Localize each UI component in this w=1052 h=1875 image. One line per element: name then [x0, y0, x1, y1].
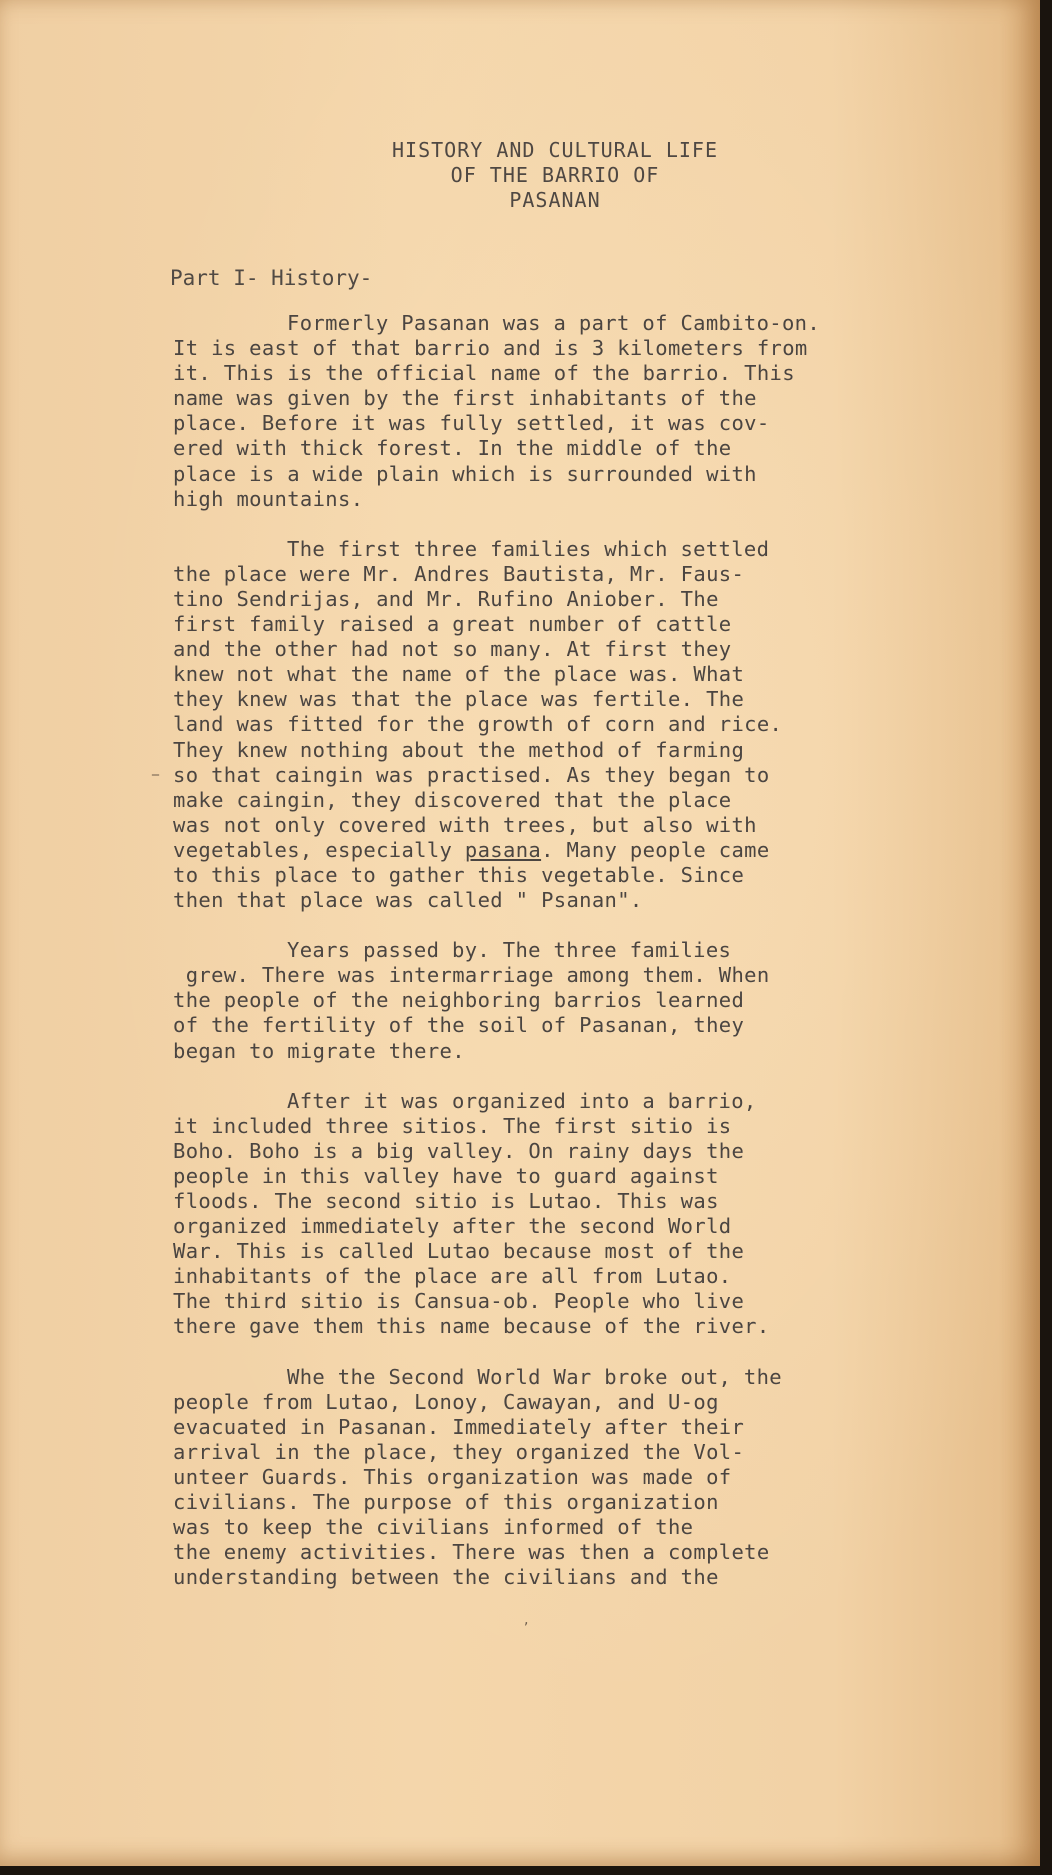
text-line: understanding between the civilians and the [173, 1565, 719, 1590]
text-line: Years passed by. The three families [287, 938, 732, 963]
text-line [173, 838, 1013, 863]
text-line: Whe the Second World War broke out, the [287, 1364, 782, 1389]
paragraph-2 [173, 537, 1013, 913]
text-line: place. Before it was fully settled, it was cov- [173, 411, 770, 436]
text-line: After it was organized into a barrio, [287, 1088, 757, 1113]
text-line: place is a wide plain which is surrounded with [173, 461, 757, 486]
text-line: It is east of that barrio and is 3 kilometers from [173, 336, 808, 361]
body-text [173, 311, 1013, 1615]
margin-dash-mark: _ [152, 760, 159, 776]
text-line: people from Lutao, Lonoy, Cawayan, and U-og [173, 1389, 719, 1414]
text-line: tino Sendrijas, and Mr. Rufino Aniober. The [173, 586, 719, 611]
text-line: organized immediately after the second World [173, 1214, 732, 1239]
text-line: grew. There was intermarriage among them. When [173, 963, 770, 988]
text-line: name was given by the first inhabitants of the [173, 386, 757, 411]
underlined-word-pasana: pasana [464, 837, 542, 862]
text-line: the place were Mr. Andres Bautista, Mr. Faus- [173, 561, 745, 586]
text-line: Formerly Pasanan was a part of Cambito-on. [287, 311, 821, 335]
text-line: The third sitio is Cansua-ob. People who live [173, 1289, 745, 1314]
text-line: make caingin, they discovered that the place [173, 787, 732, 812]
text-line: arrival in the place, they organized the Vol- [173, 1439, 745, 1464]
text-line: civilians. The purpose of this organization [173, 1490, 719, 1515]
text-line: land was fitted for the growth of corn and rice. [173, 712, 783, 737]
title-line-3: PASANAN [509, 188, 601, 212]
text-line: the enemy activities. There was then a complete [173, 1540, 770, 1565]
text-line: there gave them this name because of the river. [173, 1314, 770, 1339]
text-line: ered with thick forest. In the middle of the [173, 436, 732, 461]
text-line: it included three sitios. The first sitio is [173, 1113, 732, 1138]
document-title [0, 138, 1052, 213]
text-line: then that place was called " Psanan". [173, 888, 643, 913]
text-line: first family raised a great number of cattle [173, 612, 732, 637]
text-line: of the fertility of the soil of Pasanan, they [173, 1013, 745, 1038]
text-line: War. This is called Lutao because most of the [173, 1239, 745, 1264]
text-line: and the other had not so many. At first they [173, 637, 732, 662]
text-line: to this place to gather this vegetable. Since [173, 862, 745, 887]
paragraph-4 [173, 1089, 1013, 1340]
text-line: it. This is the official name of the barrio. This [173, 361, 795, 386]
text-line: unteer Guards. This organization was made of [173, 1464, 732, 1489]
text-line: so that caingin was practised. As they began to [173, 762, 770, 787]
paragraph-1 [173, 311, 1013, 512]
text-line: Boho. Boho is a big valley. On rainy days the [173, 1138, 745, 1163]
text-line: The first three families which settled [287, 536, 770, 561]
text-line: the people of the neighboring barrios learned [173, 988, 745, 1013]
text-line: floods. The second sitio is Lutao. This was [173, 1189, 719, 1213]
text-line: inhabitants of the place are all from Lutao. [173, 1264, 732, 1289]
part-heading: Part I- History- [170, 266, 373, 290]
title-line-2: OF THE BARRIO OF [450, 163, 660, 187]
text-segment: . Many people came [541, 837, 770, 862]
text-line: They knew nothing about the method of farming [173, 737, 745, 762]
text-line: began to migrate there. [173, 1038, 465, 1063]
paragraph-5 [173, 1365, 1013, 1591]
paragraph-3 [173, 938, 1013, 1063]
stray-ink-mark: , [524, 1612, 529, 1628]
text-line: knew not what the name of the place was. What [173, 662, 745, 687]
text-line: evacuated in Pasanan. Immediately after their [173, 1414, 745, 1439]
text-segment: vegetables, especially [173, 837, 465, 862]
text-line: they knew was that the place was fertile. The [173, 687, 745, 712]
title-line-1: HISTORY AND CULTURAL LIFE [391, 138, 719, 162]
text-line: people in this valley have to guard against [173, 1163, 719, 1188]
text-line: high mountains. [173, 486, 364, 511]
text-line: was to keep the civilians informed of the [173, 1515, 694, 1540]
text-line: was not only covered with trees, but also with [173, 812, 757, 837]
